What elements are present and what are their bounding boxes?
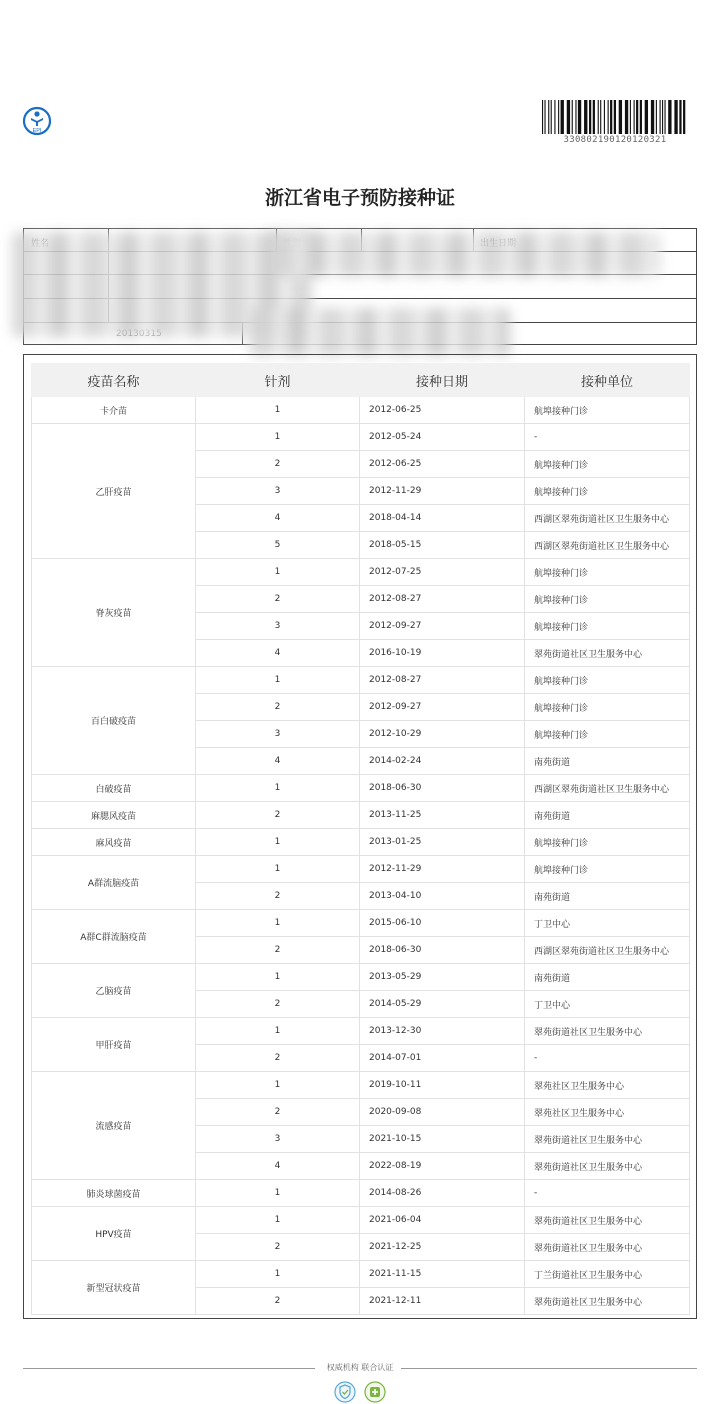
dose-cell: 4 bbox=[196, 505, 360, 532]
date-cell: 2013-01-25 bbox=[360, 829, 525, 856]
unit-cell: 航埠接种门诊 bbox=[525, 451, 690, 478]
barcode-bar bbox=[572, 100, 573, 134]
date-cell: 2021-12-11 bbox=[360, 1288, 525, 1315]
unit-cell: 西湖区翠苑街道社区卫生服务中心 bbox=[525, 505, 690, 532]
date-cell: 2013-12-30 bbox=[360, 1018, 525, 1045]
barcode-bar bbox=[600, 100, 601, 134]
vaccine-name-cell: 肺炎球菌疫苗 bbox=[32, 1180, 196, 1207]
barcode-bar bbox=[668, 100, 671, 134]
table-row bbox=[32, 397, 690, 424]
vaccine-name-cell: 麻腮风疫苗 bbox=[32, 802, 196, 829]
unit-cell: 航埠接种门诊 bbox=[525, 721, 690, 748]
dose-cell: 2 bbox=[196, 1045, 360, 1072]
unit-cell: 翠苑街道社区卫生服务中心 bbox=[525, 1153, 690, 1180]
table-row bbox=[32, 829, 690, 856]
unit-cell: 翠苑社区卫生服务中心 bbox=[525, 1072, 690, 1099]
unit-cell: 翠苑社区卫生服务中心 bbox=[525, 1099, 690, 1126]
table-header-row bbox=[32, 364, 690, 397]
unit-cell: 丁兰街道社区卫生服务中心 bbox=[525, 1261, 690, 1288]
unit-cell: 南苑街道 bbox=[525, 964, 690, 991]
vaccine-name-cell: 卡介苗 bbox=[32, 397, 196, 424]
page-title: 浙江省电子预防接种证 bbox=[264, 187, 455, 209]
barcode-bar bbox=[651, 100, 654, 134]
epi-logo-icon bbox=[22, 106, 52, 136]
barcode-bar bbox=[614, 100, 616, 134]
barcode-bar bbox=[558, 100, 559, 134]
date-cell: 2012-10-29 bbox=[360, 721, 525, 748]
dose-cell: 2 bbox=[196, 694, 360, 721]
barcode-bar bbox=[645, 100, 648, 134]
dose-cell: 3 bbox=[196, 478, 360, 505]
barcode-bar bbox=[664, 100, 665, 134]
date-cell: 2012-11-29 bbox=[360, 856, 525, 883]
dose-cell: 1 bbox=[196, 964, 360, 991]
date-cell: 2013-05-29 bbox=[360, 964, 525, 991]
vaccine-name-cell: 百白破疫苗 bbox=[32, 667, 196, 775]
dose-cell: 2 bbox=[196, 451, 360, 478]
unit-cell: - bbox=[525, 424, 690, 451]
dose-cell: 1 bbox=[196, 667, 360, 694]
date-cell: 2019-10-11 bbox=[360, 1072, 525, 1099]
dose-cell: 1 bbox=[196, 1207, 360, 1234]
date-cell: 2018-05-15 bbox=[360, 532, 525, 559]
dose-cell: 4 bbox=[196, 640, 360, 667]
barcode-bar bbox=[625, 100, 628, 134]
date-cell: 2012-05-24 bbox=[360, 424, 525, 451]
unit-cell: 航埠接种门诊 bbox=[525, 397, 690, 424]
barcode-bar bbox=[656, 100, 657, 134]
date-cell: 2012-08-27 bbox=[360, 667, 525, 694]
table-row bbox=[32, 1180, 690, 1207]
dose-cell: 4 bbox=[196, 1153, 360, 1180]
barcode-bar bbox=[636, 100, 638, 134]
table-row bbox=[32, 910, 690, 937]
unit-cell: 丁卫中心 bbox=[525, 910, 690, 937]
barcode-number: 330802190120120321 bbox=[563, 135, 667, 145]
unit-cell: 翠苑街道社区卫生服务中心 bbox=[525, 1234, 690, 1261]
date-cell: 2013-04-10 bbox=[360, 883, 525, 910]
vaccine-name-cell: 脊灰疫苗 bbox=[32, 559, 196, 667]
table-row bbox=[32, 559, 690, 586]
unit-cell: 西湖区翠苑街道社区卫生服务中心 bbox=[525, 775, 690, 802]
unit-cell: 航埠接种门诊 bbox=[525, 856, 690, 883]
table-row bbox=[32, 1072, 690, 1099]
shield-badge-icon bbox=[334, 1381, 356, 1403]
date-cell: 2021-11-15 bbox=[360, 1261, 525, 1288]
dose-cell: 2 bbox=[196, 1288, 360, 1315]
unit-cell: 航埠接种门诊 bbox=[525, 586, 690, 613]
vaccine-name-cell: 新型冠状疫苗 bbox=[32, 1261, 196, 1315]
dose-cell: 3 bbox=[196, 1126, 360, 1153]
unit-cell: 翠苑街道社区卫生服务中心 bbox=[525, 1018, 690, 1045]
dose-cell: 1 bbox=[196, 856, 360, 883]
unit-cell: 丁卫中心 bbox=[525, 991, 690, 1018]
dose-cell: 2 bbox=[196, 991, 360, 1018]
date-cell: 2012-08-27 bbox=[360, 586, 525, 613]
unit-cell: 西湖区翠苑街道社区卫生服务中心 bbox=[525, 532, 690, 559]
date-cell: 2018-06-30 bbox=[360, 775, 525, 802]
vaccine-name-cell: 乙脑疫苗 bbox=[32, 964, 196, 1018]
date-cell: 2020-09-08 bbox=[360, 1099, 525, 1126]
barcode-bar bbox=[634, 100, 635, 134]
unit-cell: 航埠接种门诊 bbox=[525, 559, 690, 586]
logo-text: EPI bbox=[32, 128, 42, 134]
date-cell: 2014-07-01 bbox=[360, 1045, 525, 1072]
dose-cell: 2 bbox=[196, 1234, 360, 1261]
vaccine-name-cell: 甲肝疫苗 bbox=[32, 1018, 196, 1072]
unit-cell: 翠苑街道社区卫生服务中心 bbox=[525, 1126, 690, 1153]
table-row bbox=[32, 1018, 690, 1045]
dose-cell: 1 bbox=[196, 559, 360, 586]
table-row bbox=[32, 856, 690, 883]
barcode-bar bbox=[578, 100, 581, 134]
health-badge-icon bbox=[364, 1381, 386, 1403]
barcode-bar bbox=[608, 100, 609, 134]
unit-cell: 航埠接种门诊 bbox=[525, 613, 690, 640]
date-cell: 2016-10-19 bbox=[360, 640, 525, 667]
dose-cell: 2 bbox=[196, 883, 360, 910]
barcode-bar bbox=[640, 100, 642, 134]
unit-cell: 翠苑街道社区卫生服务中心 bbox=[525, 640, 690, 667]
barcode-bar bbox=[660, 100, 661, 134]
unit-cell: - bbox=[525, 1045, 690, 1072]
table-row bbox=[32, 667, 690, 694]
unit-cell: 航埠接种门诊 bbox=[525, 478, 690, 505]
table-row bbox=[32, 775, 690, 802]
unit-cell: 航埠接种门诊 bbox=[525, 694, 690, 721]
dose-cell: 2 bbox=[196, 1099, 360, 1126]
date-cell: 2022-08-19 bbox=[360, 1153, 525, 1180]
date-cell: 2013-11-25 bbox=[360, 802, 525, 829]
dose-cell: 1 bbox=[196, 775, 360, 802]
dose-cell: 2 bbox=[196, 586, 360, 613]
table-row bbox=[32, 964, 690, 991]
header-unit: 接种单位 bbox=[525, 364, 690, 397]
date-cell: 2012-07-25 bbox=[360, 559, 525, 586]
barcode-bar bbox=[561, 100, 564, 134]
dose-cell: 1 bbox=[196, 1018, 360, 1045]
date-cell: 2018-04-14 bbox=[360, 505, 525, 532]
unit-cell: 航埠接种门诊 bbox=[525, 829, 690, 856]
vaccine-name-cell: A群C群流脑疫苗 bbox=[32, 910, 196, 964]
vaccine-table bbox=[31, 363, 690, 1315]
barcode-bar bbox=[544, 100, 545, 134]
date-cell: 2021-06-04 bbox=[360, 1207, 525, 1234]
date-cell: 2018-06-30 bbox=[360, 937, 525, 964]
barcode-bar bbox=[542, 100, 543, 134]
date-cell: 2021-10-15 bbox=[360, 1126, 525, 1153]
unit-cell: 航埠接种门诊 bbox=[525, 667, 690, 694]
unit-cell: 南苑街道 bbox=[525, 802, 690, 829]
dose-cell: 1 bbox=[196, 1261, 360, 1288]
unit-cell: - bbox=[525, 1180, 690, 1207]
barcode-bar bbox=[598, 100, 599, 134]
vaccine-name-cell: A群流脑疫苗 bbox=[32, 856, 196, 910]
vaccine-name-cell: 乙肝疫苗 bbox=[32, 424, 196, 559]
barcode-bar bbox=[584, 100, 587, 134]
barcode bbox=[542, 100, 688, 134]
dose-cell: 1 bbox=[196, 397, 360, 424]
dose-cell: 5 bbox=[196, 532, 360, 559]
dose-cell: 1 bbox=[196, 1180, 360, 1207]
date-cell: 2012-06-25 bbox=[360, 451, 525, 478]
barcode-bar bbox=[604, 100, 605, 134]
unit-cell: 翠苑街道社区卫生服务中心 bbox=[525, 1288, 690, 1315]
barcode-bar bbox=[662, 100, 663, 134]
date-cell: 2014-08-26 bbox=[360, 1180, 525, 1207]
barcode-bar bbox=[551, 100, 552, 134]
header-date: 接种日期 bbox=[360, 364, 525, 397]
header-dose: 针剂 bbox=[196, 364, 360, 397]
dose-cell: 2 bbox=[196, 937, 360, 964]
dose-cell: 3 bbox=[196, 613, 360, 640]
dose-cell: 1 bbox=[196, 424, 360, 451]
table-row bbox=[32, 424, 690, 451]
unit-cell: 翠苑街道社区卫生服务中心 bbox=[525, 1207, 690, 1234]
unit-cell: 南苑街道 bbox=[525, 748, 690, 775]
table-row bbox=[32, 802, 690, 829]
barcode-bar bbox=[548, 100, 549, 134]
date-cell: 2012-09-27 bbox=[360, 613, 525, 640]
barcode-bar bbox=[679, 100, 681, 134]
barcode-bar bbox=[619, 100, 622, 134]
dose-cell: 1 bbox=[196, 1072, 360, 1099]
barcode-bar bbox=[610, 100, 612, 134]
vaccine-name-cell: 流感疫苗 bbox=[32, 1072, 196, 1180]
redaction-blur bbox=[250, 308, 510, 356]
dose-cell: 1 bbox=[196, 829, 360, 856]
dose-cell: 3 bbox=[196, 721, 360, 748]
barcode-bar bbox=[674, 100, 677, 134]
dose-cell: 4 bbox=[196, 748, 360, 775]
dose-cell: 1 bbox=[196, 910, 360, 937]
date-cell: 2021-12-25 bbox=[360, 1234, 525, 1261]
vaccine-name-cell: 麻风疫苗 bbox=[32, 829, 196, 856]
vaccine-name-cell: 白破疫苗 bbox=[32, 775, 196, 802]
header-vaccine-name: 疫苗名称 bbox=[32, 364, 196, 397]
date-cell: 2014-02-24 bbox=[360, 748, 525, 775]
unit-cell: 南苑街道 bbox=[525, 883, 690, 910]
barcode-bar bbox=[575, 100, 576, 134]
dose-cell: 2 bbox=[196, 802, 360, 829]
barcode-bar bbox=[683, 100, 685, 134]
date-cell: 2015-06-10 bbox=[360, 910, 525, 937]
date-cell: 2014-05-29 bbox=[360, 991, 525, 1018]
barcode-bar bbox=[589, 100, 591, 134]
barcode-bar bbox=[630, 100, 631, 134]
unit-cell: 西湖区翠苑街道社区卫生服务中心 bbox=[525, 937, 690, 964]
redaction-blur bbox=[270, 232, 660, 277]
barcode-bar bbox=[593, 100, 595, 134]
barcode-bar bbox=[554, 100, 555, 134]
footer-certification-text: 权威机构 联合认证 bbox=[326, 1363, 394, 1372]
date-cell: 2012-06-25 bbox=[360, 397, 525, 424]
barcode-bar bbox=[567, 100, 570, 134]
table-row bbox=[32, 1261, 690, 1288]
table-row bbox=[32, 1207, 690, 1234]
date-cell: 2012-09-27 bbox=[360, 694, 525, 721]
vaccine-name-cell: HPV疫苗 bbox=[32, 1207, 196, 1261]
date-cell: 2012-11-29 bbox=[360, 478, 525, 505]
